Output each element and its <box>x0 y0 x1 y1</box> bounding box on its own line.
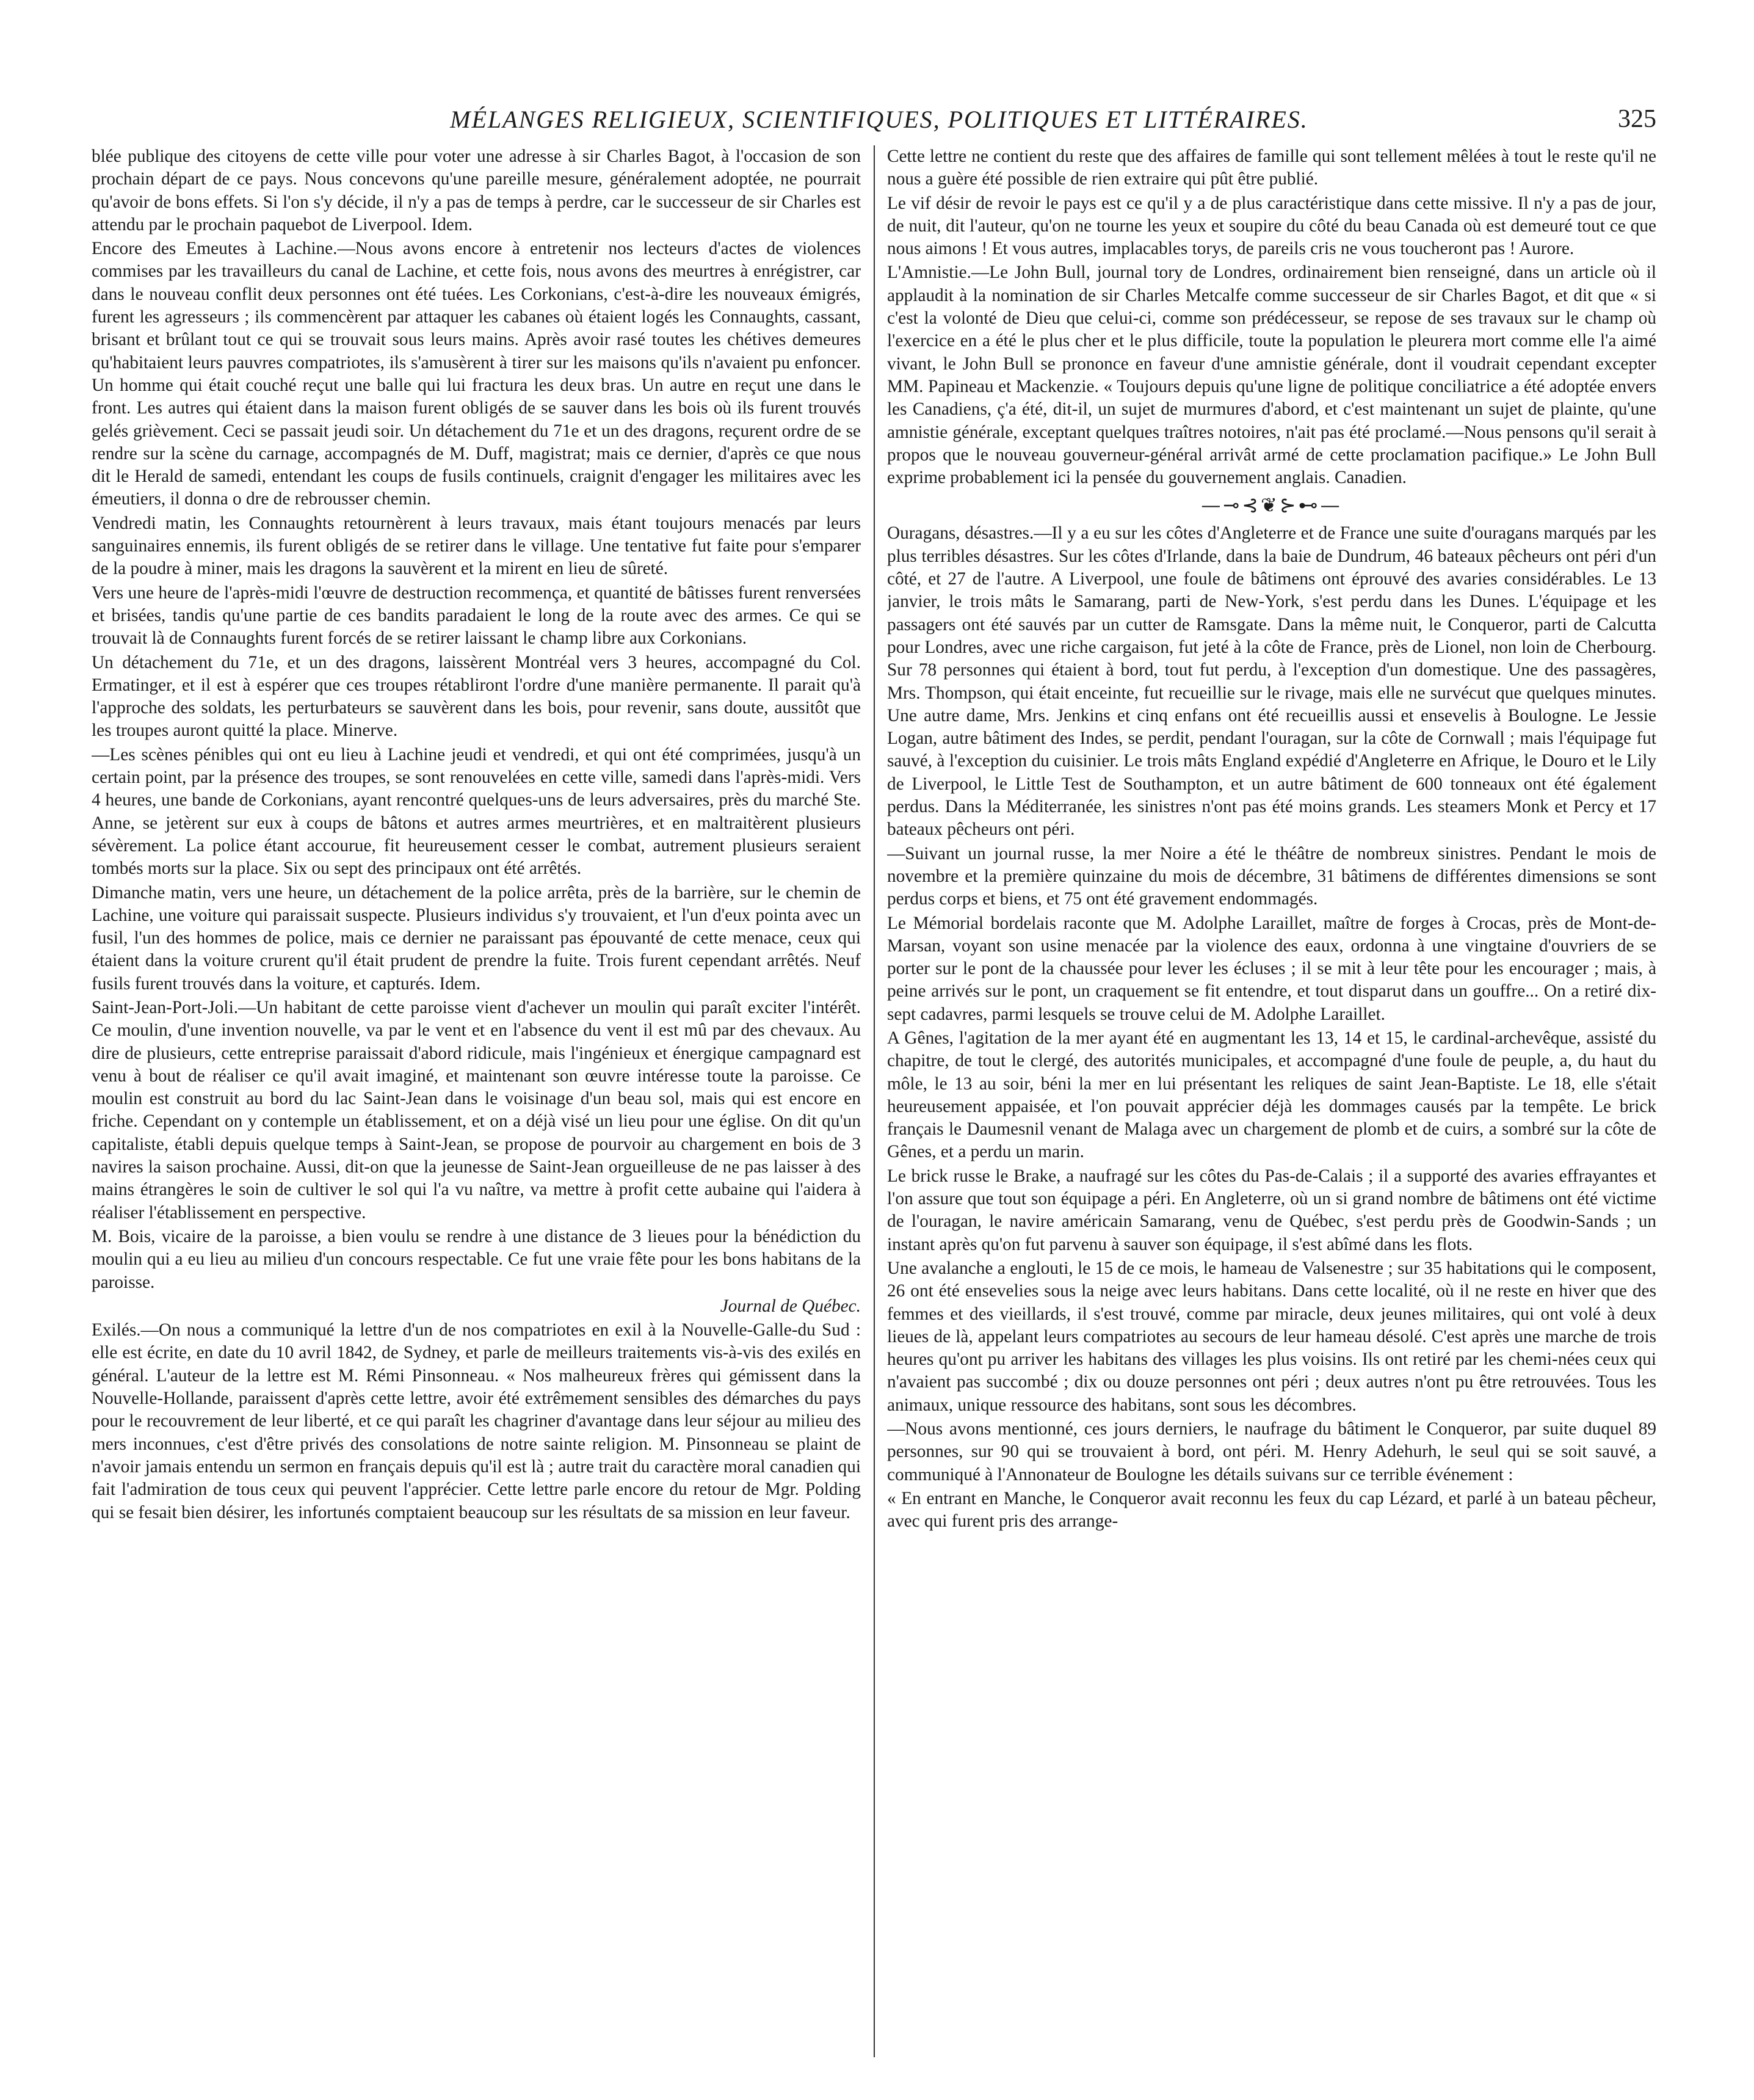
article-paragraph: Ouragans, désastres.—Il y a eu sur les côtes d'Angleterre et de France une suite d'ouragans marqués par les plus terribles désastres. Sur les côtes d'Irlande, dans la baie de Dundrum, 46 bateaux pêcheurs ont péri d'un côté, et 27 de l'autre. A Liverpool, une foule de bâtimens ont éprouvé des avaries considérables. Le 13 janvier, le trois mâts le Samarang, parti de New-York, s'est perdu dans les Dunes. L'équipage et les passagers ont été sauvés par un cutter de Ramsgate. Dans la même nuit, le Conqueror, parti de Calcutta pour Londres, avec une riche cargaison, fut jeté à la côte de France, près de Lionel, non loin de Cherbourg. Sur 78 personnes qui étaient à bord, tout fut perdu, à l'exception d'un domestique. Une des passagères, Mrs. Thompson, qui était enceinte, fut recueillie sur le rivage, mais elle ne survécut que quelques minutes. Une autre dame, Mrs. Jenkins et cinq enfans ont été recueillis aussi et ensevelis à Boulogne. Le Jessie Logan, autre bâtiment des Indes, se perdit, pendant l'ouragan, sur la côte de Cornwall ; mais l'équipage fut sauvé, à l'exception du cuisinier. Le trois mâts England expédié d'Angleterre en Afrique, le Douro et le Lily de Liverpool, le Little Test de Southampton, et un autre bâtiment de 600 tonneaux ont été également perdus. Dans la Méditerranée, les sinistres n'ont pas été moins grands. Les steamers Monk et Percy et 17 bateaux pêcheurs ont péri. <box>887 523 1656 840</box>
source-credit: Journal de Québec. <box>720 1296 861 1316</box>
article-paragraph: Le Mémorial bordelais raconte que M. Adolphe Laraillet, maître de forges à Crocas, près de Mont-de-Marsan, voyant son usine menacée par la violence des eaux, ordonna à une vingtaine d'ouvriers de se porter sur le pont de la chaussée pour lever les écluses ; il se mit à leur tête pour les encourager ; mais, à peine arrivés sur le pont, un craquement se fit entendre, et tout disparut dans un gouffre... On a retiré dix-sept cadavres, parmi lesquels se trouve celui de M. Adolphe Laraillet. <box>887 913 1656 1024</box>
text-columns <box>92 145 1656 2057</box>
article-paragraph: blée publique des citoyens de cette ville pour voter une adresse à sir Charles Bagot, à l'occasion de son prochain départ de ce pays. Nous concevons qu'une pareille mesure, généralement adoptée, ne pourrait qu'avoir de bons effets. Si l'on s'y décide, il n'y a pas de temps à perdre, car le successeur de sir Charles est attendu par le prochain paquebot de Liverpool. Idem. <box>92 147 861 234</box>
article-paragraph: Saint-Jean-Port-Joli.—Un habitant de cette paroisse vient d'achever un moulin qui paraît exciter l'intérêt. Ce moulin, d'une invention nouvelle, va par le vent et en l'absence du vent il est mû par des chevaux. Au dire de plusieurs, cette entreprise paraissait d'abord ridicule, mais l'ingénieux et énergique campagnard est venu à bout de réaliser ce qu'il avait imaginé, et maintenant son œuvre intéresse toute la paroisse. Ce moulin est construit au bord du lac Saint-Jean dans le voisinage d'un beau sol, mais qui est encore en friche. Cependant on y contemple un établissement, et on a déjà visé un lieu pour une église. On dit qu'un capitaliste, établi depuis quelque temps à Saint-Jean, se propose de pourvoir au chargement en bois de 3 navires la saison prochaine. Aussi, dit-on que la jeunesse de Saint-Jean orgueilleuse de ne pas laisser à des mains étrangères le soin de cultiver le sol qui l'a vu naître, va mettre à profit cette aubaine qui l'aidera à réaliser l'établissement en perspective. <box>92 997 861 1223</box>
left-column <box>92 145 861 2057</box>
article-paragraph: Le vif désir de revoir le pays est ce qu'il y a de plus caractéristique dans cette missive. Il n'y a pas de jour, de nuit, dit l'auteur, qu'on ne tourne les yeux et soupire du côté du beau Canada où est demeuré tout ce que nous aimons ! Et vous autres, implacables torys, de pareils cris ne vous toucheront pas ! Aurore. <box>887 193 1656 259</box>
article-paragraph: « En entrant en Manche, le Conqueror avait reconnu les feux du cap Lézard, et parlé à un bateau pêcheur, avec qui furent pris des arrange- <box>887 1488 1656 1531</box>
article-paragraph: Exilés.—On nous a communiqué la lettre d'un de nos compatriotes en exil à la Nouvelle-Galle-du Sud : elle est écrite, en date du 10 avril 1842, de Sydney, et parle de meilleurs traitements vis-à-vis des exilés en général. L'auteur de la lettre est M. Rémi Pinsonneau. « Nos malheureux frères qui gémissent dans la Nouvelle-Hollande, paraissent d'après cette lettre, avoir été extrêmement sensibles des démarches du pays pour le recouvrement de leur liberté, et ce qui paraît les chagriner d'avantage dans leur séjour au milieu des mers inconnues, c'est d'être privés des consolations de notre sainte religion. M. Pinsonneau se plaint de n'avoir jamais entendu un sermon en français depuis qu'il est là ; autre trait du caractère moral canadien qui fait l'admiration de tous ceux qui peuvent l'apprécier. Cette lettre parle encore du retour de Mgr. Polding qui se fesait bien désirer, les infortunés comptaient beaucoup sur les résultats de sa mission en leur faveur. <box>92 1320 861 1522</box>
right-column <box>887 145 1656 2057</box>
article-paragraph: Vendredi matin, les Connaughts retournèrent à leurs travaux, mais étant toujours menacés par leurs sanguinaires ennemis, ils furent obligés de se retirer dans le village. Une tentative fut faite pour s'emparer de la poudre à miner, mais les dragons la sauvèrent et la mirent en lieu de sûreté. <box>92 513 861 579</box>
article-paragraph: Dimanche matin, vers une heure, un détachement de la police arrêta, près de la barrière, sur le chemin de Lachine, une voiture qui paraissait suspecte. Plusieurs individus s'y trouvaient, et l'un d'eux pointa avec un fusil, l'un des hommes de police, mais ce dernier ne paraissant pas épouvanté de cette menace, ceux qui étaient dans la voiture crurent qu'il était prudent de prendre la fuite. Trois furent cependant arrêtés. Neuf fusils furent trouvés dans la voiture, et capturés. Idem. <box>92 882 861 994</box>
article-paragraph: Cette lettre ne contient du reste que des affaires de famille qui sont tellement mêlées à tout le reste qu'il ne nous a guère été possible de rien extraire qui pût être publié. <box>887 147 1656 189</box>
article-paragraph: Une avalanche a englouti, le 15 de ce mois, le hameau de Valsenestre ; sur 35 habitations qui le composent, 26 ont été ensevelies sous la neige avec leurs habitans. Dans cette localité, où il ne reste en hiver que des femmes et des vieillards, il s'est trouvé, comme par miracle, deux jeunes militaires, qui ont volé à deux lieues de là, appelant leurs compatriotes au secours de leur hameau désolé. C'est après une marche de trois heures qu'ont pu arriver les habitans des villages les plus voisins. Ils ont retiré par les chemi-nées ceux qui n'avaient pas succombé ; dix ou douze personnes ont péri ; deux autres n'ont pu être retrouvées. Tous les animaux, unique ressource des habitans, sont sous les décombres. <box>887 1258 1656 1415</box>
article-paragraph: L'Amnistie.—Le John Bull, journal tory de Londres, ordinairement bien renseigné, dans un article où il applaudit à la nomination de sir Charles Metcalfe comme successeur de sir Charles Bagot, et dit que « si c'est la volonté de Dieu que celui-ci, comme son prédécesseur, se repose de ses travaux sur le champ où l'exercice en a été le plus cher et le plus difficile, toute la population le pleurera mort comme elle l'a aimé vivant, le John Bull se prononce en faveur d'une amnistie générale, dont il voudrait cependant excepter MM. Papineau et Mackenzie. « Toujours depuis qu'une ligne de politique conciliatrice a été adoptée envers les Canadiens, ç'a été, dit-il, un sujet de murmures d'abord, et c'est maintenant un sujet de plainte, qu'une amnistie générale, exceptant quelques traîtres notoires, n'ait pas été proclamé.—Nous pensons qu'il serait à propos que le nouveau gouverneur-général arrivât armé de cette proclamation pacifique.» Le John Bull exprime probablement ici la pensée du gouvernement anglais. Canadien. <box>887 263 1656 488</box>
article-paragraph: Encore des Emeutes à Lachine.—Nous avons encore à entretenir nos lecteurs d'actes de violences commises par les travailleurs du canal de Lachine, et cette fois, nous avons des meurtres à enrégistrer, car dans le nouveau conflit deux personnes ont été tuées. Les Corkonians, c'est-à-dire les nouveaux émigrés, furent les agresseurs ; ils commencèrent par attaquer les cabanes où étaient logés les Connaughts, cassant, brisant et brûlant tout ce qui se trouvait sous leurs mains. Après avoir rasé toutes les chétives demeures qu'habitaient leurs pauvres compatriotes, ils s'amusèrent à tirer sur les maisons qu'ils n'avaient pu enfoncer. Un homme qui était couché reçut une balle qui lui fractura les deux bras. Un autre en reçut une dans le front. Les autres qui étaient dans la maison furent obligés de se sauver dans les bois où ils furent trouvés gelés grièvement. Ceci se passait jeudi soir. Un détachement du 71e et un des dragons, reçurent ordre de se rendre sur la scène du carnage, accompagnés de M. Duff, magistrat; mais ce dernier, d'après ce que nous dit le Herald de samedi, entendant les coups de fusils continuels, craignit d'engager les militaires avec les émeutiers, il donna o dre de rebrousser chemin. <box>92 239 861 509</box>
article-paragraph: M. Bois, vicaire de la paroisse, a bien voulu se rendre à une distance de 3 lieues pour la bénédiction du moulin qui a eu lieu au milieu d'un concours respectable. Ce fut une vraie fête pour les bons habitans de la paroisse. <box>92 1226 861 1292</box>
article-paragraph: Le brick russe le Brake, a naufragé sur les côtes du Pas-de-Calais ; il a supporté des avaries effrayantes et l'on assure que tout son équipage a péri. En Angleterre, où un si grand nombre de bâtimens ont été victime de l'ouragan, le navire américain Samarang, venu de Québec, s'est perdu près de Goodwin-Sands ; un instant après qu'on fut parvenu à sauver son équipage, il s'est abîmé dans les flots. <box>887 1166 1656 1254</box>
article-paragraph: —Les scènes pénibles qui ont eu lieu à Lachine jeudi et vendredi, et qui ont été comprimées, jusqu'à un certain point, par la présence des troupes, se sont renouvelées en cette ville, samedi dans l'après-midi. Vers 4 heures, une bande de Corkonians, ayant rencontré quelques-uns de leurs adversaires, près du marché Ste. Anne, se jetèrent sur eux à coups de bâtons et autres armes meurtrières, et en maltraitèrent plusieurs sévèrement. La police étant accourue, fit heureusement cesser le combat, autrement plusieurs seraient tombés morts sur la place. Six ou sept des principaux ont été arrêtés. <box>92 744 861 879</box>
article-paragraph: —Nous avons mentionné, ces jours derniers, le naufrage du bâtiment le Conqueror, par suite duquel 89 personnes, sur 90 qui se trouvaient à bord, ont péri. M. Henry Adehurh, le seul qui se soit sauvé, a communiqué à l'Annonateur de Boulogne les détails suivans sur ce terrible événement : <box>887 1419 1656 1484</box>
page-header <box>92 98 1656 140</box>
running-title: MÉLANGES RELIGIEUX, SCIENTIFIQUES, POLITIQUES ET LITTÉRAIRES. <box>450 105 1308 133</box>
article-paragraph: Vers une heure de l'après-midi l'œuvre de destruction recommença, et quantité de bâtisses furent renversées et brisées, tandis qu'une partie de ces bandits paradaient le long de la route avec des armes. Ce qui se trouvait là de Connaughts furent forcés de se retirer laissant le champ libre aux Corkonians. <box>92 583 861 649</box>
column-rule <box>874 145 875 2057</box>
article-paragraph: A Gênes, l'agitation de la mer ayant été en augmentant les 13, 14 et 15, le cardinal-archevêque, assisté du chapitre, de tout le clergé, des autorités municipales, et accompagné d'une foule de peuple, a, du haut du môle, le 13 au soir, béni la mer en lui présentant les reliques de saint Jean-Baptiste. Le 18, elle s'était heureusement appaisée, et l'on pouvait apprécier déjà les dommages causés par la tempête. Le brick français le Daumesnil venant de Malaga avec un chargement de plomb et de cuirs, a sombré sur la côte de Gênes, et a perdu un marin. <box>887 1028 1656 1162</box>
page-number: 325 <box>1618 105 1656 133</box>
article-paragraph: —Suivant un journal russe, la mer Noire a été le théâtre de nombreux sinistres. Pendant le mois de novembre et la première quinzaine du mois de décembre, 31 bâtimens de différentes dimensions se sont perdus corps et biens, et 75 ont été gravement endommagés. <box>887 843 1656 909</box>
article-paragraph: Un détachement du 71e, et un des dragons, laissèrent Montréal vers 3 heures, accompagné du Col. Ermatinger, et il est à espérer que ces troupes rétabliront l'ordre d'une manière permanente. Il parait qu'à l'approche des soldats, les perturbateurs se sauvèrent dans les bois, pour revenir, sans doute, aussitôt que les troupes auront quitté la place. Minerve. <box>92 652 861 741</box>
ornament-divider: —⊸⊰❦⊱⊷— <box>1201 493 1343 517</box>
